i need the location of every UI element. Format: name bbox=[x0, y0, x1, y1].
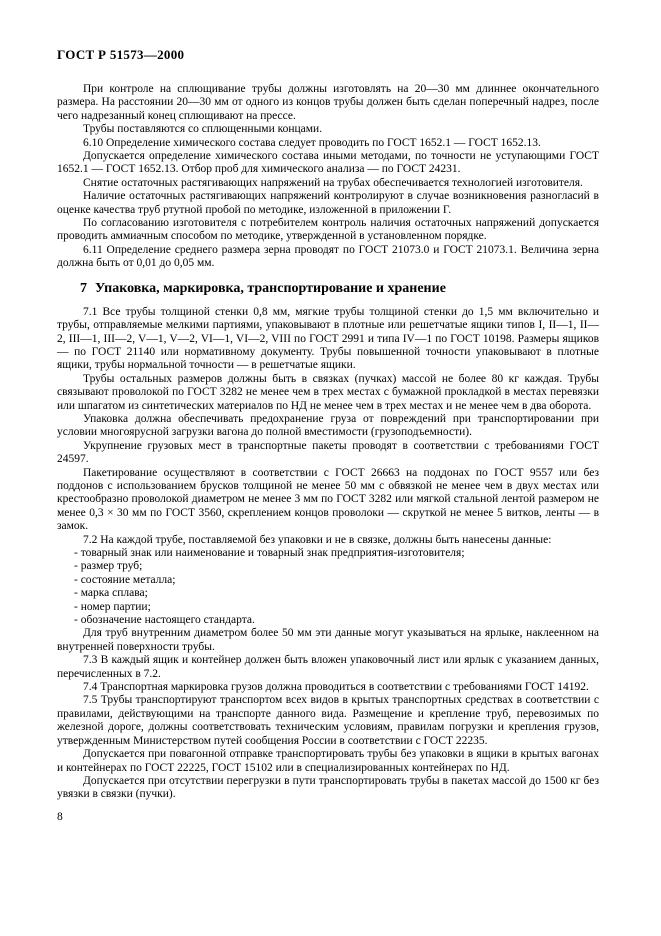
paragraph: Снятие остаточных растягивающих напряжений на трубах обеспечивается технологией изготовителя. bbox=[83, 176, 583, 189]
paragraph: 7.3 В каждый ящик и контейнер должен быть вложен упаковочный лист или ярлык с указанием данных, перечисленных в 7.2. bbox=[57, 654, 599, 680]
page-number: 8 bbox=[57, 810, 63, 823]
list-item: - марка сплава; bbox=[74, 587, 148, 600]
list-item: - состояние металла; bbox=[74, 573, 176, 586]
document-header: ГОСТ Р 51573—2000 bbox=[57, 47, 185, 62]
paragraph: Пакетирование осуществляют в соответствии с ГОСТ 26663 на поддонах по ГОСТ 9557 или без поддонов с использованием брусков толщиной не менее 50 мм с обвязкой не менее чем в двух местах или крестообразно проволокой диаметром не менее 3 мм по ГОСТ 3282 или мягкой стальной лентой размером не менее 0,3 × 30 мм по ГОСТ 3560, скреплением концов проволоки — скруткой не менее 5 витков, ленты — в замок. bbox=[57, 466, 599, 533]
paragraph: 7.1 Все трубы толщиной стенки 0,8 мм, мягкие трубы толщиной стенки до 1,5 мм включительно и трубы, отправляемые мелкими партиями, упаковывают в плотные или решетчатые ящики типов I, II—1, II—2, III—1, III—2, V—1, V—2, VI—1, VI—2, VIII по ГОСТ 2991 и типа IV—1 по ГОСТ 10198. Размеры ящиков — по ГОСТ 21140 или нормативному документу. Трубы повышенной точности упаковывают в плотные ящики, трубы нормальной точности — в решетчатые ящики. bbox=[57, 305, 599, 372]
document-body bbox=[57, 83, 599, 802]
paragraph: Трубы поставляются со сплющенными концами. bbox=[83, 123, 323, 136]
section-number: 7 bbox=[80, 280, 87, 296]
list-item: - обозначение настоящего стандарта. bbox=[74, 614, 255, 627]
paragraph: Трубы остальных размеров должны быть в связках (пучках) массой не более 80 кг каждая. Трубы связывают проволокой по ГОСТ 3282 не менее чем в трех местах с бумажной прокладкой в местах перевязки или шпагатом из синтетических материалов по НД не менее чем в трех местах и не менее чем в два оборота. bbox=[57, 372, 599, 412]
paragraph: По согласованию изготовителя с потребителем контроль наличия остаточных напряжений допускается проводить аммиачным способом по методике, утвержденной в установленном порядке. bbox=[57, 217, 599, 243]
paragraph: Для труб внутренним диаметром более 50 мм эти данные могут указываться на ярлыке, наклеенном на внутренней поверхности трубы. bbox=[57, 627, 599, 653]
paragraph: При контроле на сплющивание трубы должны изготовлять на 20—30 мм длиннее окончательного размера. На расстоянии 20—30 мм от одного из концов трубы должен быть сделан поперечный надрез, после чего надрезанный конец сплющивают на прессе. bbox=[57, 83, 599, 122]
section-title: Упаковка, маркировка, транспортирование и хранение bbox=[95, 280, 446, 296]
paragraph: 7.4 Транспортная маркировка грузов должна проводиться в соответствии с требованиями ГОСТ 14192. bbox=[83, 681, 589, 694]
paragraph: 7.5 Трубы транспортируют транспортом всех видов в крытых транспортных средствах в соответствии с правилами, действующими на транспорте данного вида. Размещение и крепление труб, перевозимых по железной дороге, должны соответствовать техническим условиям, правилам погрузки и крепления грузов, утвержденным Министерством путей сообщения России в соответствии с ГОСТ 22235. bbox=[57, 694, 599, 747]
paragraph: Наличие остаточных растягивающих напряжений контролируют в случае возникновения разногласий в оценке качества труб ртутной пробой по методике, изложенной в приложении Г. bbox=[57, 190, 599, 216]
list-item: - номер партии; bbox=[74, 600, 151, 613]
section-heading bbox=[80, 281, 599, 297]
paragraph: 7.2 На каждой трубе, поставляемой без упаковки и не в связке, должны быть нанесены данные: bbox=[83, 533, 552, 546]
list-item: - размер труб; bbox=[74, 560, 143, 573]
paragraph: 6.11 Определение среднего размера зерна проводят по ГОСТ 21073.0 и ГОСТ 21073.1. Величина зерна должна быть от 0,01 до 0,05 мм. bbox=[57, 243, 599, 270]
paragraph: Допускается при повагонной отправке транспортировать трубы без упаковки в ящики в крытых вагонах и контейнерах по ГОСТ 22225, ГОСТ 15102 или в специализированных контейнерах по НД. bbox=[57, 748, 599, 774]
paragraph: Укрупнение грузовых мест в транспортные пакеты проводят в соответствии с требованиями ГОСТ 24597. bbox=[57, 439, 599, 466]
paragraph: Допускается определение химического состава иными методами, по точности не уступающими ГОСТ 1652.1 — ГОСТ 1652.13. Отбор проб для химического анализа — по ГОСТ 24231. bbox=[57, 150, 599, 176]
list-item: - товарный знак или наименование и товарный знак предприятия-изготовителя; bbox=[74, 547, 465, 559]
paragraph: Упаковка должна обеспечивать предохранение груза от повреждений при транспортировании при условии многоярусной загрузки вагона до полной вместимости (грузоподъемности). bbox=[57, 412, 599, 439]
paragraph: Допускается при отсутствии перегрузки в пути транспортировать трубы в пакетах массой до 1500 кг без увязки в связки (пучки). bbox=[57, 774, 599, 801]
paragraph: 6.10 Определение химического состава следует проводить по ГОСТ 1652.1 — ГОСТ 1652.13. bbox=[83, 136, 541, 149]
